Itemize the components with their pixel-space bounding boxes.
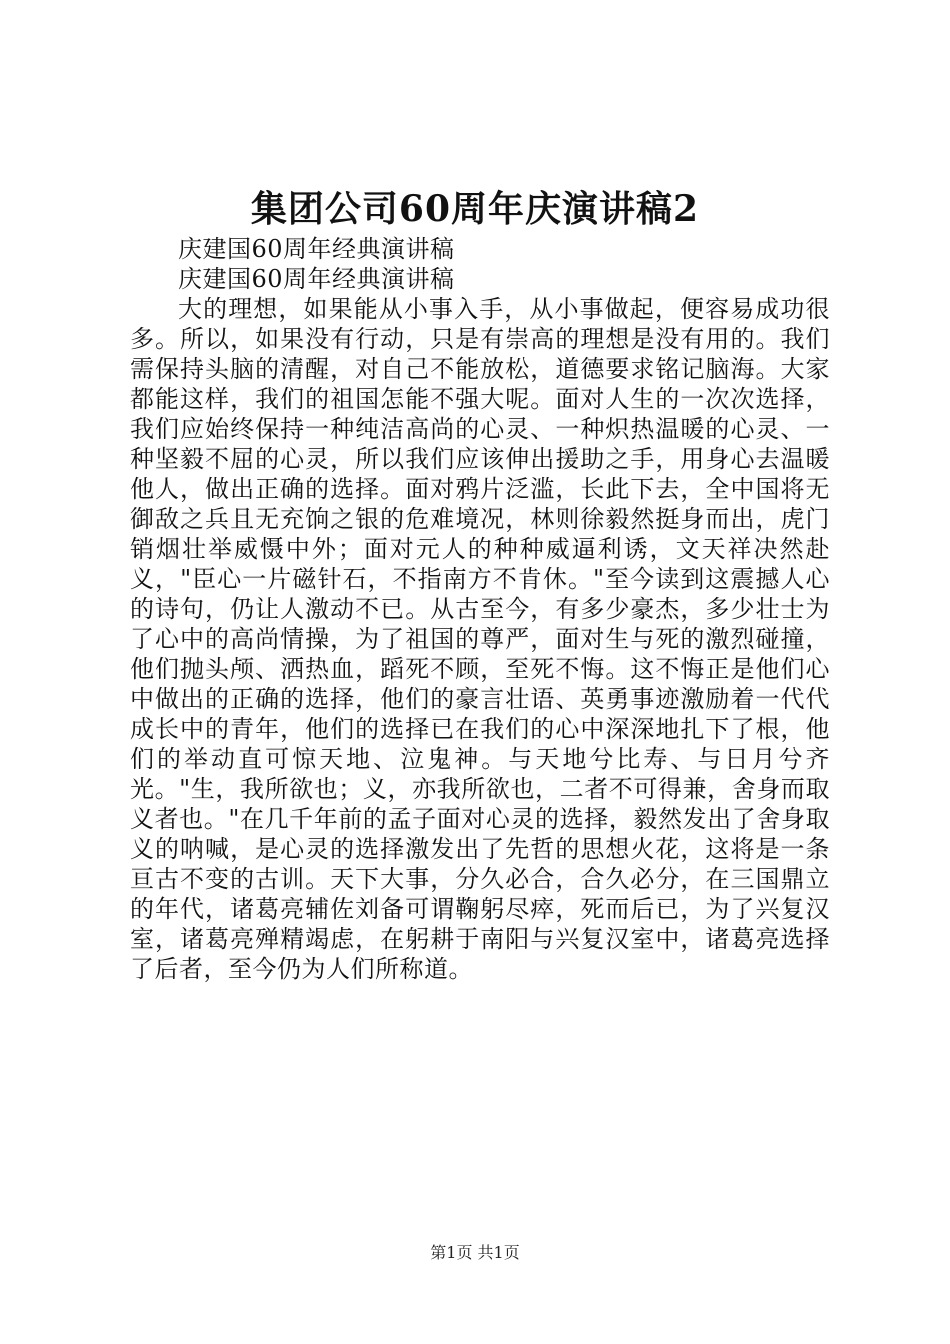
page-footer: 第1页 共1页	[430, 1243, 520, 1262]
body-paragraph: 大的理想，如果能从小事入手，从小事做起，便容易成功很多。所以，如果没有行动，只是有崇高的理想是没有用的。我们需保持头脑的清醒，对自己不能放松，道德要求铭记脑海。大家都能这样，我们的祖国怎能不强大呢。面对人生的一次次选择，我们应始终保持一种纯洁高尚的心灵、一种炽热温暖的心灵、一种坚毅不屈的心灵，所以我们应该伸出援助之手，用身心去温暖他人，做出正确的选择。面对鸦片泛滥，长此下去，全中国将无御敌之兵且无充饷之银的危难境况，林则徐毅然挺身而出，虎门销烟壮举威慑中外；面对元人的种种威逼利诱，文天祥决然赴义，"臣心一片磁针石，不指南方不肯休。"至今读到这震撼人心的诗句，仍让人激动不已。从古至今，有多少豪杰，多少壮士为了心中的高尚情操，为了祖国的尊严，面对生与死的激烈碰撞，他们抛头颅、洒热血，蹈死不顾，至死不悔。这不悔正是他们心中做出的正确的选择，他们的豪言壮语、英勇事迹激励着一代代成长中的青年，他们的选择已在我们的心中深深地扎下了根，他们的举动直可惊天地、泣鬼神。与天地兮比寿、与日月兮齐光。"生，我所欲也；义，亦我所欲也，二者不可得兼，舍身而取义者也。"在几千年前的孟子面对心灵的选择，毅然发出了舍身取义的呐喊，是心灵的选择激发出了先哲的思想火花，这将是一条亘古不变的古训。天下大事，分久必合，合久必分，在三国鼎立的年代，诸葛亮辅佐刘备可谓鞠躬尽瘁，死而后已，为了兴复汉室，诸葛亮殚精竭虑，在躬耕于南阳与兴复汉室中，诸葛亮选择了后者，至今仍为人们所称道。	[130, 295, 830, 983]
document-title: 集团公司60周年庆演讲稿2	[250, 188, 700, 230]
body-paragraph: 庆建国60周年经典演讲稿	[178, 235, 455, 263]
document-body	[130, 234, 830, 984]
body-paragraph: 庆建国60周年经典演讲稿	[178, 265, 455, 293]
